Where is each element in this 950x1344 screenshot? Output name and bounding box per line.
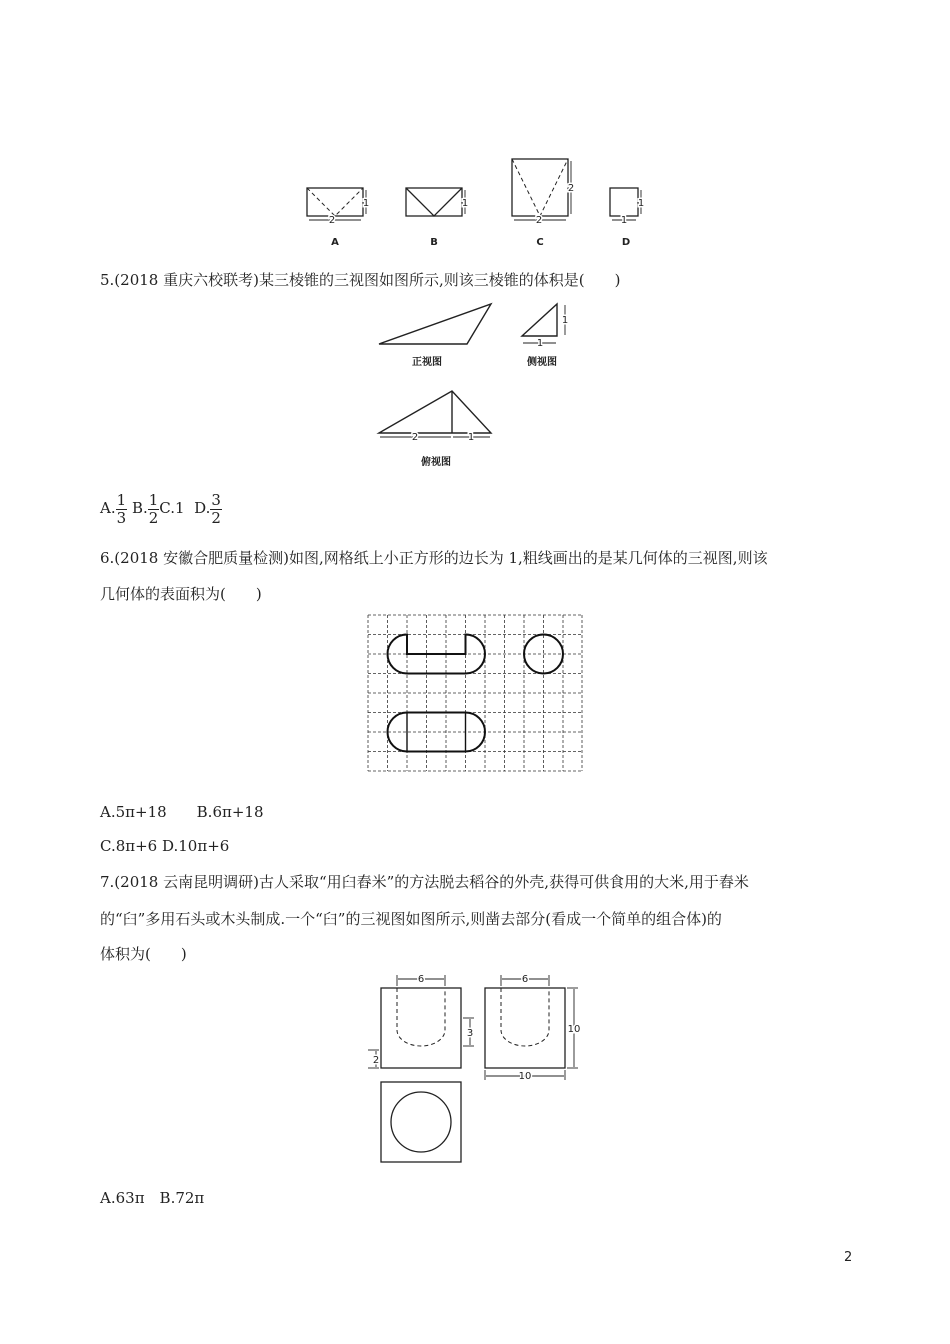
option-a-dashes (307, 188, 363, 216)
option-c-label: C (536, 237, 544, 248)
q5-front-view-label: 正视图 (412, 357, 442, 368)
q6-stem-line2: 几何体的表面积为( ) (100, 585, 262, 603)
q7-dim-side-right: 10 (567, 1024, 581, 1035)
q5-dim-top-left: 2 (411, 432, 419, 443)
q5-options (100, 488, 222, 528)
q7-options-line1: A.63π B.72π (100, 1189, 205, 1207)
prev-question-options-figure (300, 150, 660, 255)
q7-dim-side-bottom: 10 (518, 1071, 532, 1082)
q5-option-b-denominator: 2 (148, 508, 159, 527)
q5-option-a-prefix: A. (100, 499, 116, 517)
q7-dim-front-top: 6 (417, 974, 425, 985)
q5-stem: 5.(2018 重庆六校联考)某三棱锥的三视图如图所示,则该三棱锥的体积是( ) (100, 271, 621, 289)
q5-option-b-numerator: 1 (148, 490, 159, 509)
q5-dim-top-right: 1 (467, 432, 475, 443)
dim-d-width: 1 (620, 215, 628, 226)
q7-side-cavity (501, 988, 549, 1046)
option-d-label: D (621, 237, 631, 248)
q7-dim-front-left: 2 (372, 1055, 380, 1066)
q6-grid-figure (366, 613, 584, 773)
option-c-dashes (512, 159, 568, 216)
q7-front-view (381, 988, 461, 1068)
q5-option-d-denominator: 2 (211, 508, 221, 527)
q5-dim-side-width: 1 (536, 338, 544, 349)
dim-d-height: 1 (637, 198, 645, 209)
q5-option-b-fraction (148, 492, 160, 527)
q5-option-d-prefix: D. (194, 499, 211, 517)
option-d-rect (610, 188, 638, 216)
q5-option-c: C.1 (159, 499, 185, 517)
q5-option-d-fraction (210, 492, 222, 527)
q6-stem-line1: 6.(2018 安徽合肥质量检测)如图,网格纸上小正方形的边长为 1,粗线画出的是某几何体的三视图,则该 (100, 549, 768, 567)
q5-dim-side-height: 1 (561, 315, 569, 326)
q7-side-view (485, 988, 565, 1068)
q7-front-cavity (397, 988, 445, 1046)
q5-side-view (522, 304, 557, 336)
dim-c-height: 2 (567, 183, 575, 194)
q5-front-view (379, 304, 491, 344)
q5-three-views-figure (370, 298, 585, 473)
q7-stem-line2: 的“臼”多用石头或木头制成.一个“臼”的三视图如图所示,则凿去部分(看成一个简单的组合体)的 (100, 910, 722, 928)
q6-options-line2: C.8π+6 D.10π+6 (100, 837, 230, 855)
option-b-rect (406, 188, 462, 216)
dim-c-width: 2 (535, 215, 543, 226)
q5-top-view (379, 391, 491, 433)
option-a-label: A (331, 237, 339, 248)
q5-top-view-label: 俯视图 (421, 457, 451, 468)
q6-grid (368, 615, 582, 771)
q5-side-view-label: 侧视图 (527, 357, 557, 368)
q7-dim-front-right: 3 (466, 1028, 474, 1039)
q7-three-views-figure (364, 970, 590, 1170)
dim-a-height: 1 (362, 198, 370, 209)
q5-option-a-denominator: 3 (116, 508, 127, 527)
option-c-rect (512, 159, 568, 216)
q5-option-a-numerator: 1 (116, 490, 127, 509)
q5-option-b-prefix: B. (131, 499, 148, 517)
q7-stem-line1: 7.(2018 云南昆明调研)古人采取“用臼舂米”的方法脱去稻谷的外壳,获得可供食用的大米,用于舂米 (100, 873, 749, 891)
q5-option-d-numerator: 3 (211, 490, 221, 509)
dim-b-height: 1 (461, 198, 469, 209)
q7-top-view (381, 1082, 461, 1162)
q7-top-circle (391, 1092, 451, 1152)
option-b-label: B (430, 237, 438, 248)
option-a-rect (307, 188, 363, 216)
dim-a-width: 2 (328, 215, 336, 226)
q6-options-line1: A.5π+18 B.6π+18 (100, 803, 264, 821)
option-b-lines (406, 188, 462, 216)
q7-dim-side-top: 6 (521, 974, 529, 985)
q5-option-a-fraction (116, 492, 128, 527)
q7-stem-line3: 体积为( ) (100, 945, 187, 963)
page-number: 2 (844, 1250, 853, 1265)
